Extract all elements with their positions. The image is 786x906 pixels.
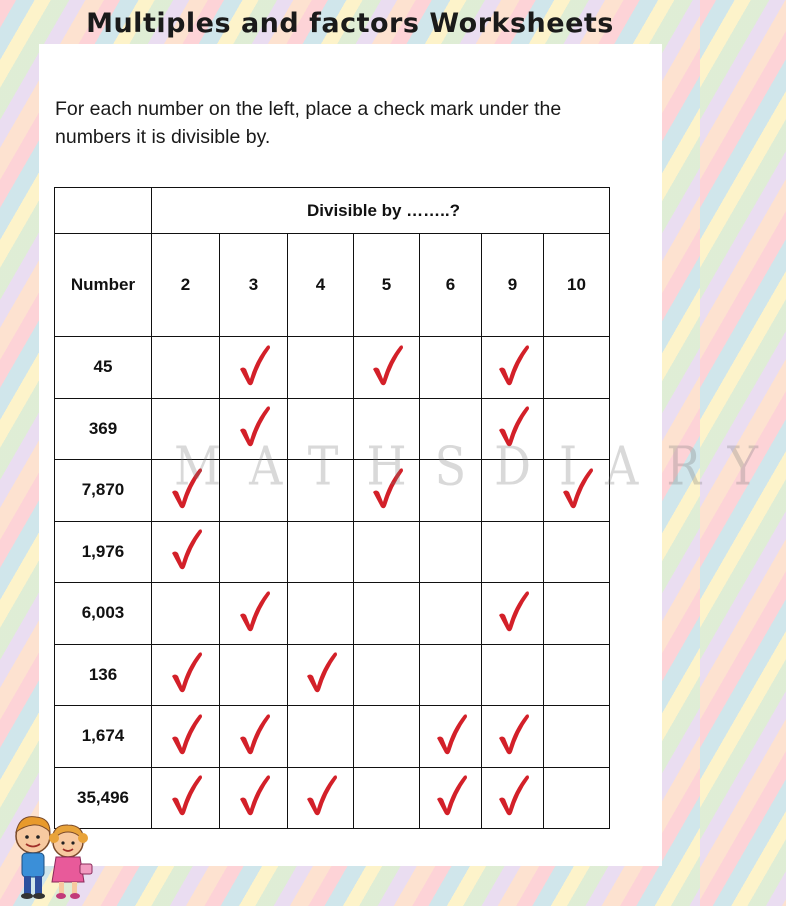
check-cell-6[interactable] — [420, 583, 482, 645]
check-cell-6[interactable] — [420, 767, 482, 829]
check-mark-icon — [237, 343, 271, 387]
check-mark-icon — [496, 404, 530, 448]
check-cell-9[interactable] — [482, 706, 544, 768]
check-cell-4[interactable] — [288, 583, 354, 645]
check-mark-icon — [560, 466, 594, 510]
check-cell-9[interactable] — [482, 767, 544, 829]
check-cell-5[interactable] — [354, 398, 420, 460]
divisibility-table — [54, 187, 610, 829]
check-mark-icon — [496, 773, 530, 817]
number-cell: 136 — [55, 644, 152, 706]
check-cell-9[interactable] — [482, 583, 544, 645]
check-cell-3[interactable] — [220, 521, 288, 583]
divisor-header-6: 6 — [420, 234, 482, 337]
check-cell-5[interactable] — [354, 644, 420, 706]
check-cell-3[interactable] — [220, 398, 288, 460]
check-cell-9[interactable] — [482, 337, 544, 399]
check-cell-5[interactable] — [354, 767, 420, 829]
check-cell-4[interactable] — [288, 398, 354, 460]
table-row — [55, 337, 610, 399]
check-cell-5[interactable] — [354, 706, 420, 768]
divisor-header-10: 10 — [544, 234, 610, 337]
check-cell-10[interactable] — [544, 644, 610, 706]
number-cell: 35,496 — [55, 767, 152, 829]
check-cell-10[interactable] — [544, 398, 610, 460]
check-cell-2[interactable] — [152, 521, 220, 583]
check-cell-3[interactable] — [220, 706, 288, 768]
divisor-header-9: 9 — [482, 234, 544, 337]
table-row — [55, 460, 610, 522]
check-mark-icon — [169, 773, 203, 817]
check-cell-9[interactable] — [482, 460, 544, 522]
check-cell-6[interactable] — [420, 706, 482, 768]
check-cell-5[interactable] — [354, 460, 420, 522]
number-cell: 1,674 — [55, 706, 152, 768]
check-mark-icon — [434, 712, 468, 756]
table-row — [55, 583, 610, 645]
check-mark-icon — [304, 773, 338, 817]
check-cell-10[interactable] — [544, 767, 610, 829]
corner-cell — [55, 188, 152, 234]
check-cell-3[interactable] — [220, 583, 288, 645]
check-cell-10[interactable] — [544, 521, 610, 583]
check-mark-icon — [237, 773, 271, 817]
check-cell-2[interactable] — [152, 706, 220, 768]
check-cell-6[interactable] — [420, 337, 482, 399]
check-cell-6[interactable] — [420, 644, 482, 706]
kids-mascot-icon — [6, 808, 96, 900]
check-cell-5[interactable] — [354, 337, 420, 399]
check-cell-10[interactable] — [544, 706, 610, 768]
divisor-header-5: 5 — [354, 234, 420, 337]
check-mark-icon — [496, 343, 530, 387]
check-mark-icon — [496, 712, 530, 756]
check-cell-3[interactable] — [220, 767, 288, 829]
check-cell-5[interactable] — [354, 521, 420, 583]
check-cell-5[interactable] — [354, 583, 420, 645]
table-row — [55, 398, 610, 460]
page-title: Multiples and factors Worksheets — [86, 8, 614, 39]
check-mark-icon — [237, 712, 271, 756]
check-mark-icon — [304, 650, 338, 694]
number-cell: 45 — [55, 337, 152, 399]
check-cell-9[interactable] — [482, 644, 544, 706]
check-cell-2[interactable] — [152, 767, 220, 829]
number-cell: 369 — [55, 398, 152, 460]
table-row — [55, 644, 610, 706]
table-row — [55, 706, 610, 768]
check-cell-4[interactable] — [288, 337, 354, 399]
instruction-text: For each number on the left, place a check mark under the numbers it is divisible by. — [55, 98, 562, 148]
number-header: Number — [55, 234, 152, 337]
check-mark-icon — [169, 466, 203, 510]
check-cell-4[interactable] — [288, 460, 354, 522]
check-cell-2[interactable] — [152, 337, 220, 399]
watermark: MATHSDIARY — [174, 434, 786, 498]
check-mark-icon — [237, 589, 271, 633]
check-mark-icon — [169, 650, 203, 694]
check-cell-10[interactable] — [544, 460, 610, 522]
divisible-by-header: Divisible by ……..? — [152, 188, 610, 234]
check-cell-9[interactable] — [482, 398, 544, 460]
check-cell-4[interactable] — [288, 521, 354, 583]
check-cell-9[interactable] — [482, 521, 544, 583]
check-mark-icon — [370, 466, 404, 510]
check-cell-6[interactable] — [420, 460, 482, 522]
table-row — [55, 521, 610, 583]
worksheet — [39, 44, 786, 866]
check-cell-6[interactable] — [420, 521, 482, 583]
check-cell-3[interactable] — [220, 460, 288, 522]
check-cell-4[interactable] — [288, 644, 354, 706]
check-mark-icon — [496, 589, 530, 633]
table-row — [55, 767, 610, 829]
check-mark-icon — [434, 773, 468, 817]
check-cell-10[interactable] — [544, 583, 610, 645]
check-cell-2[interactable] — [152, 583, 220, 645]
number-cell: 1,976 — [55, 521, 152, 583]
check-cell-4[interactable] — [288, 706, 354, 768]
check-cell-2[interactable] — [152, 460, 220, 522]
check-mark-icon — [169, 527, 203, 571]
check-cell-2[interactable] — [152, 644, 220, 706]
check-cell-3[interactable] — [220, 337, 288, 399]
check-cell-6[interactable] — [420, 398, 482, 460]
check-mark-icon — [169, 712, 203, 756]
check-mark-icon — [370, 343, 404, 387]
number-cell: 6,003 — [55, 583, 152, 645]
number-cell: 7,870 — [55, 460, 152, 522]
divisor-header-4: 4 — [288, 234, 354, 337]
check-cell-3[interactable] — [220, 644, 288, 706]
divisor-header-3: 3 — [220, 234, 288, 337]
check-mark-icon — [237, 404, 271, 448]
check-cell-4[interactable] — [288, 767, 354, 829]
check-cell-2[interactable] — [152, 398, 220, 460]
divisor-header-2: 2 — [152, 234, 220, 337]
check-cell-10[interactable] — [544, 337, 610, 399]
